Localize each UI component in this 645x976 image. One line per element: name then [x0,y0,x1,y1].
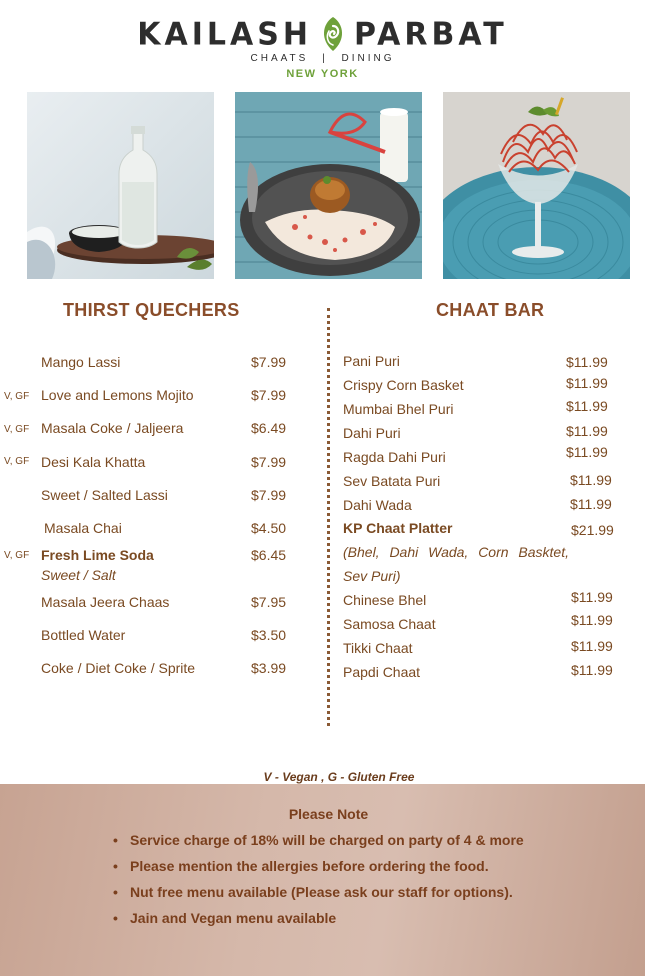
please-note-panel [0,784,645,976]
drink-price: $7.99 [251,387,287,403]
chaat-price: $21.99 [571,522,614,538]
diet-legend: V - Vegan , G - Gluten Free [263,770,415,784]
chaat-name: Samosa Chaat [343,616,436,632]
note-item [113,830,524,856]
diet-tag: V, GF [4,391,30,402]
brand-city: NEW YORK [286,68,359,80]
chaat-price: $11.99 [566,375,608,391]
drink-price: $7.99 [251,454,287,470]
drink-name: Love and Lemons Mojito [41,387,194,403]
drink-price: $7.99 [251,487,287,503]
drink-name: Desi Kala Khatta [41,454,146,470]
coupe-noodles-photo [443,92,630,279]
bullet-icon: • [113,858,118,874]
drink-price: $7.95 [251,594,287,610]
chaat-price: $11.99 [566,444,608,460]
bullet-icon: • [113,884,118,900]
drink-name: Masala Jeera Chaas [41,594,170,610]
column-divider [327,308,330,726]
note-text: Service charge of 18% will be charged on party of 4 & more [130,832,524,848]
tagline-separator: | [322,53,328,64]
chaat-name: Ragda Dahi Puri [343,449,446,465]
chaat-name: Dahi Wada [343,497,412,513]
note-text: Jain and Vegan menu available [130,910,337,926]
brand-right-word: PARBAT [353,15,508,53]
drink-price: $3.99 [251,660,287,676]
diet-tag: V, GF [4,550,30,561]
chaat-name: Dahi Puri [343,425,401,441]
brand-logo [0,14,645,84]
note-list [113,830,524,934]
chaat-name: Tikki Chaat [343,640,413,656]
bullet-icon: • [113,832,118,848]
chaat-bar-heading: CHAAT BAR [436,300,545,320]
plated-kebab-photo [235,92,422,279]
drink-price: $3.50 [251,627,287,643]
chaat-platter-description: (Bhel, Dahi Wada, Corn Basktet, Sev Puri) [343,544,569,584]
diet-tag: V, GF [4,424,30,435]
chaat-price: $11.99 [566,354,608,370]
chaat-name: Chinese Bhel [343,592,427,608]
drink-price: $6.49 [251,420,287,436]
chaat-name: Crispy Corn Basket [343,377,464,393]
note-text: Please mention the allergies before ordering the food. [130,858,489,874]
chaat-name: Pani Puri [343,353,400,369]
swirl-leaf-icon [318,16,348,52]
brand-left-word: KAILASH [137,15,312,53]
chaat-price: $11.99 [570,496,612,512]
thirst-quenchers-heading: THIRST QUECHERS [63,300,240,320]
diet-tag: V, GF [4,456,30,467]
chaat-price: $11.99 [570,472,612,488]
drink-name: Mango Lassi [41,354,121,370]
bullet-icon: • [113,910,118,926]
drink-name: Masala Chai [44,520,122,536]
chaat-price: $11.99 [571,589,613,605]
note-item [113,882,524,908]
drink-subtitle: Sweet / Salt [41,567,116,583]
chaat-price: $11.99 [571,662,613,678]
drink-name: Coke / Diet Coke / Sprite [41,660,196,676]
chaat-price: $11.99 [571,638,613,654]
drink-name: Bottled Water [41,627,126,643]
chaat-price: $11.99 [566,423,608,439]
drink-name: Fresh Lime Soda [41,547,154,563]
note-item [113,908,524,934]
brand-tagline [0,53,645,64]
drink-price: $6.45 [251,547,287,563]
drink-price: $4.50 [251,520,287,536]
lassi-bottle-photo [27,92,214,279]
tagline-right: DINING [341,53,395,64]
chaat-name: KP Chaat Platter [343,520,453,536]
tagline-left: CHAATS [250,53,309,64]
chaat-name: Sev Batata Puri [343,473,441,489]
chaat-name: Papdi Chaat [343,664,421,680]
brand-wordmark [0,14,645,54]
note-item [113,856,524,882]
chaat-price: $11.99 [566,398,608,414]
please-note-title: Please Note [288,806,369,822]
drink-price: $7.99 [251,354,287,370]
chaat-price: $11.99 [571,612,613,628]
drink-name: Sweet / Salted Lassi [41,487,168,503]
note-text: Nut free menu available (Please ask our staff for options). [130,884,513,900]
drink-name: Masala Coke / Jaljeera [41,420,184,436]
chaat-name: Mumbai Bhel Puri [343,401,454,417]
